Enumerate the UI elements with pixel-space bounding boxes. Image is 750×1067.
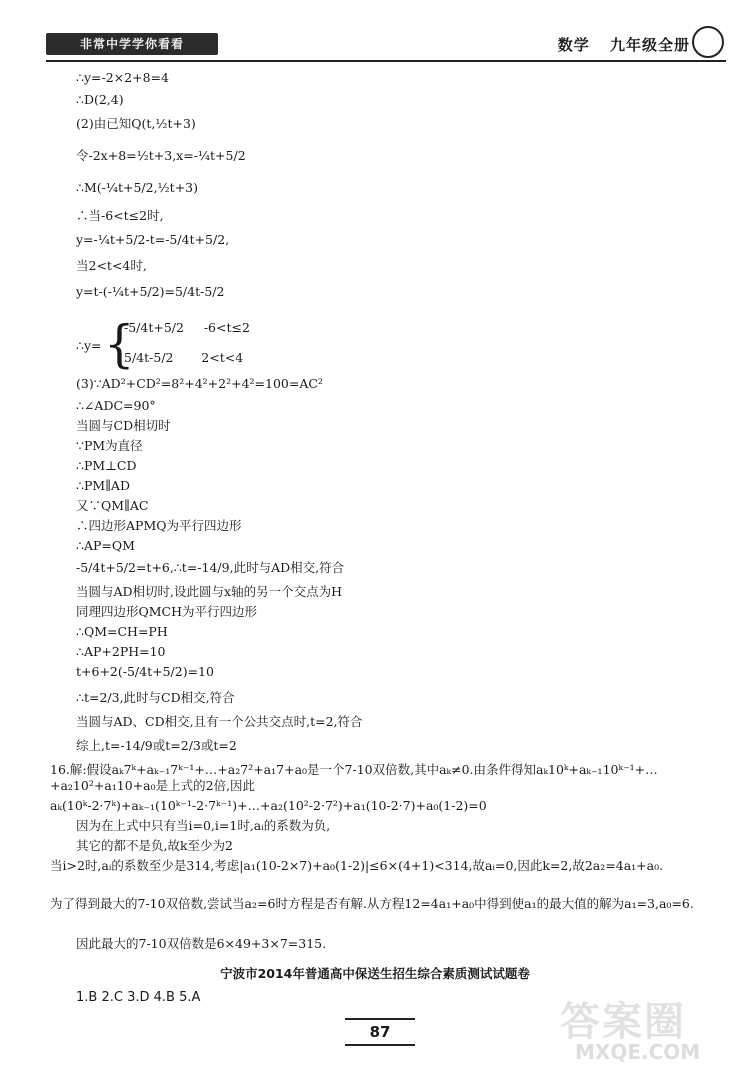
text-line: ∴QM=CH=PH xyxy=(76,624,168,639)
text-line: ∵PM为直径 xyxy=(76,438,143,453)
text-line: 综上,t=-14/9或t=2/3或t=2 xyxy=(76,738,237,753)
text-line: 为了得到最大的7-10双倍数,尝试当a₂=6时方程是否有解.从方程12=4a₁+a₀中得到使a₁的最大值的解为a₁=3,a₀=6. xyxy=(50,896,694,911)
text-line: -5/4t+5/2=t+6,∴t=-14/9,此时与AD相交,符合 xyxy=(76,560,345,575)
text-line: ∴D(2,4) xyxy=(76,92,124,107)
text-line: ∴y=-2×2+8=4 xyxy=(76,70,169,85)
text-line: 又∵QM∥AC xyxy=(76,498,149,513)
series-banner: 非常中学学你看看 xyxy=(46,33,218,55)
text-line: (2)由已知Q(t,½t+3) xyxy=(76,116,196,131)
text-line: y=t-(-¼t+5/2)=5/4t-5/2 xyxy=(76,284,225,299)
answer-line: 1.B 2.C 3.D 4.B 5.A xyxy=(76,990,201,1005)
section-title: 宁波市2014年普通高中保送生招生综合素质测试试题卷 xyxy=(220,966,530,981)
text-line: ∴PM∥AD xyxy=(76,478,130,493)
text-line: 因为在上式中只有当i=0,i=1时,aᵢ的系数为负, xyxy=(76,818,331,833)
text-line: 当2<t<4时, xyxy=(76,258,147,273)
piecewise-label: ∴y= xyxy=(76,338,102,353)
text-line: ∴PM⊥CD xyxy=(76,458,137,473)
text-line: 因此最大的7-10双倍数是6×49+3×7=315. xyxy=(76,936,327,951)
watermark-text: 答案圈 xyxy=(560,999,686,1045)
piecewise-case-2: 5/4t-5/2 2<t<4 xyxy=(124,350,244,365)
text-line: (3)∵AD²+CD²=8²+4²+2²+4²=100=AC² xyxy=(76,376,323,391)
text-line: t+6+2(-5/4t+5/2)=10 xyxy=(76,664,214,679)
text-line: 令-2x+8=½t+3,x=-¼t+5/2 xyxy=(76,148,246,163)
text-line: ∴AP=QM xyxy=(76,538,135,553)
page-number: 87 xyxy=(345,1018,415,1046)
watermark-url: MXQE.COM xyxy=(575,1040,701,1064)
piecewise-case-1: -5/4t+5/2 -6<t≤2 xyxy=(124,320,250,335)
text-line: 同理四边形QMCH为平行四边形 xyxy=(76,604,258,619)
text-line: y=-¼t+5/2-t=-5/4t+5/2, xyxy=(76,232,230,247)
text-line: 其它的都不是负,故k至少为2 xyxy=(76,838,234,853)
text-line: ∴四边形APMQ为平行四边形 xyxy=(76,518,242,533)
grade-label: 九年级全册 xyxy=(609,36,690,54)
problem-16: 16.解:假设aₖ7ᵏ+aₖ₋₁7ᵏ⁻¹+…+a₂7²+a₁7+a₀是一个7-10双倍数,其中aₖ≠0.由条件得知aₖ10ᵏ+aₖ₋₁10ᵏ⁻¹+…+a₂10²+a₁10+a₀是上式的2倍,因此 xyxy=(50,762,658,793)
text-line: aₖ(10ᵏ-2·7ᵏ)+aₖ₋₁(10ᵏ⁻¹-2·7ᵏ⁻¹)+…+a₂(10²-2·7²)+a₁(10-2·7)+a₀(1-2)=0 xyxy=(50,798,487,813)
text-line: 当i>2时,aᵢ的系数至少是314,考虑|a₁(10-2×7)+a₀(1-2)|≤6×(4+1)<314,故aᵢ=0,因此k=2,故2a₂=4a₁+a₀. xyxy=(50,858,664,873)
text-line: 当圆与AD、CD相交,且有一个公共交点时,t=2,符合 xyxy=(76,714,363,729)
text-line: 当圆与CD相切时 xyxy=(76,418,171,433)
brace-glyph: { xyxy=(104,314,135,374)
text-line: 当圆与AD相切时,设此圆与x轴的另一个交点为H xyxy=(76,584,342,599)
text-line: ∴AP+2PH=10 xyxy=(76,644,166,659)
text-line: ∴∠ADC=90° xyxy=(76,398,156,413)
text-line: ∴t=2/3,此时与CD相交,符合 xyxy=(76,690,235,705)
text-line: ∴当-6<t≤2时, xyxy=(76,208,164,223)
subject-label: 数学 xyxy=(557,36,590,54)
text-line: ∴M(-¼t+5/2,½t+3) xyxy=(76,180,198,195)
